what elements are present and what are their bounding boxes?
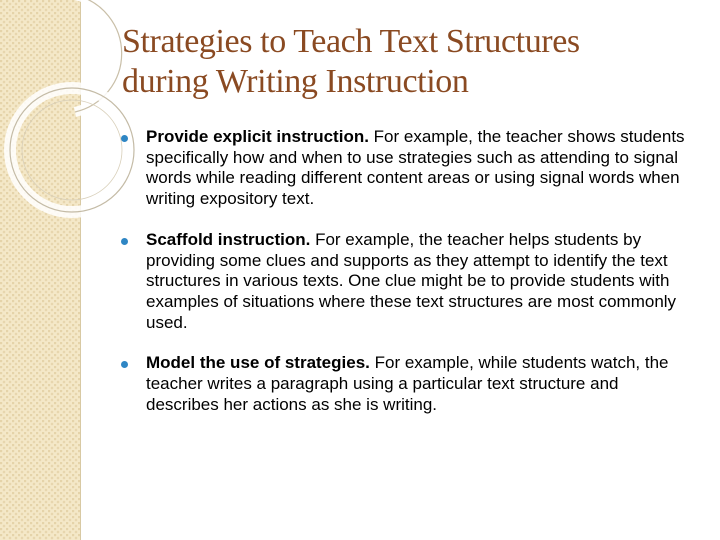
bullet-lead: Model the use of strategies. — [146, 353, 375, 373]
side-panel-divider — [80, 0, 81, 540]
bullet-dot-icon — [121, 135, 128, 142]
bullet-lead: Provide explicit instruction. — [146, 127, 374, 146]
decorative-side-panel — [0, 0, 80, 540]
bullet-dot-icon — [121, 361, 128, 368]
slide-title-line-2: during Writing Instruction — [122, 63, 469, 100]
bullet-item — [121, 230, 691, 334]
bullet-text: For example, the teacher helps students by providing some clues and supports as they attempt to identify the text structures in various texts. One clue might be to provide students with examples of situations where these text structures are most commonly used. — [146, 229, 677, 332]
bullet-list — [121, 127, 691, 435]
bullet-lead: Scaffold instruction. — [146, 229, 316, 249]
ring-top — [75, 0, 122, 112]
slide-title-line-1: Strategies to Teach Text Structures — [122, 23, 580, 60]
bullet-dot-icon — [121, 238, 128, 245]
bullet-item — [121, 353, 691, 415]
bullet-text: For example, the teacher shows students specifically how and when to use strategies such as attending to signal words while reading different content areas or using signal words when writing expository text. — [146, 127, 685, 209]
slide-title — [122, 22, 692, 102]
ring-top-outline — [75, 0, 122, 112]
bullet-item — [121, 127, 691, 210]
bullet-text: For example, while students watch, the teacher writes a paragraph using a particular text structure and describes her actions as she is writing. — [146, 353, 669, 414]
